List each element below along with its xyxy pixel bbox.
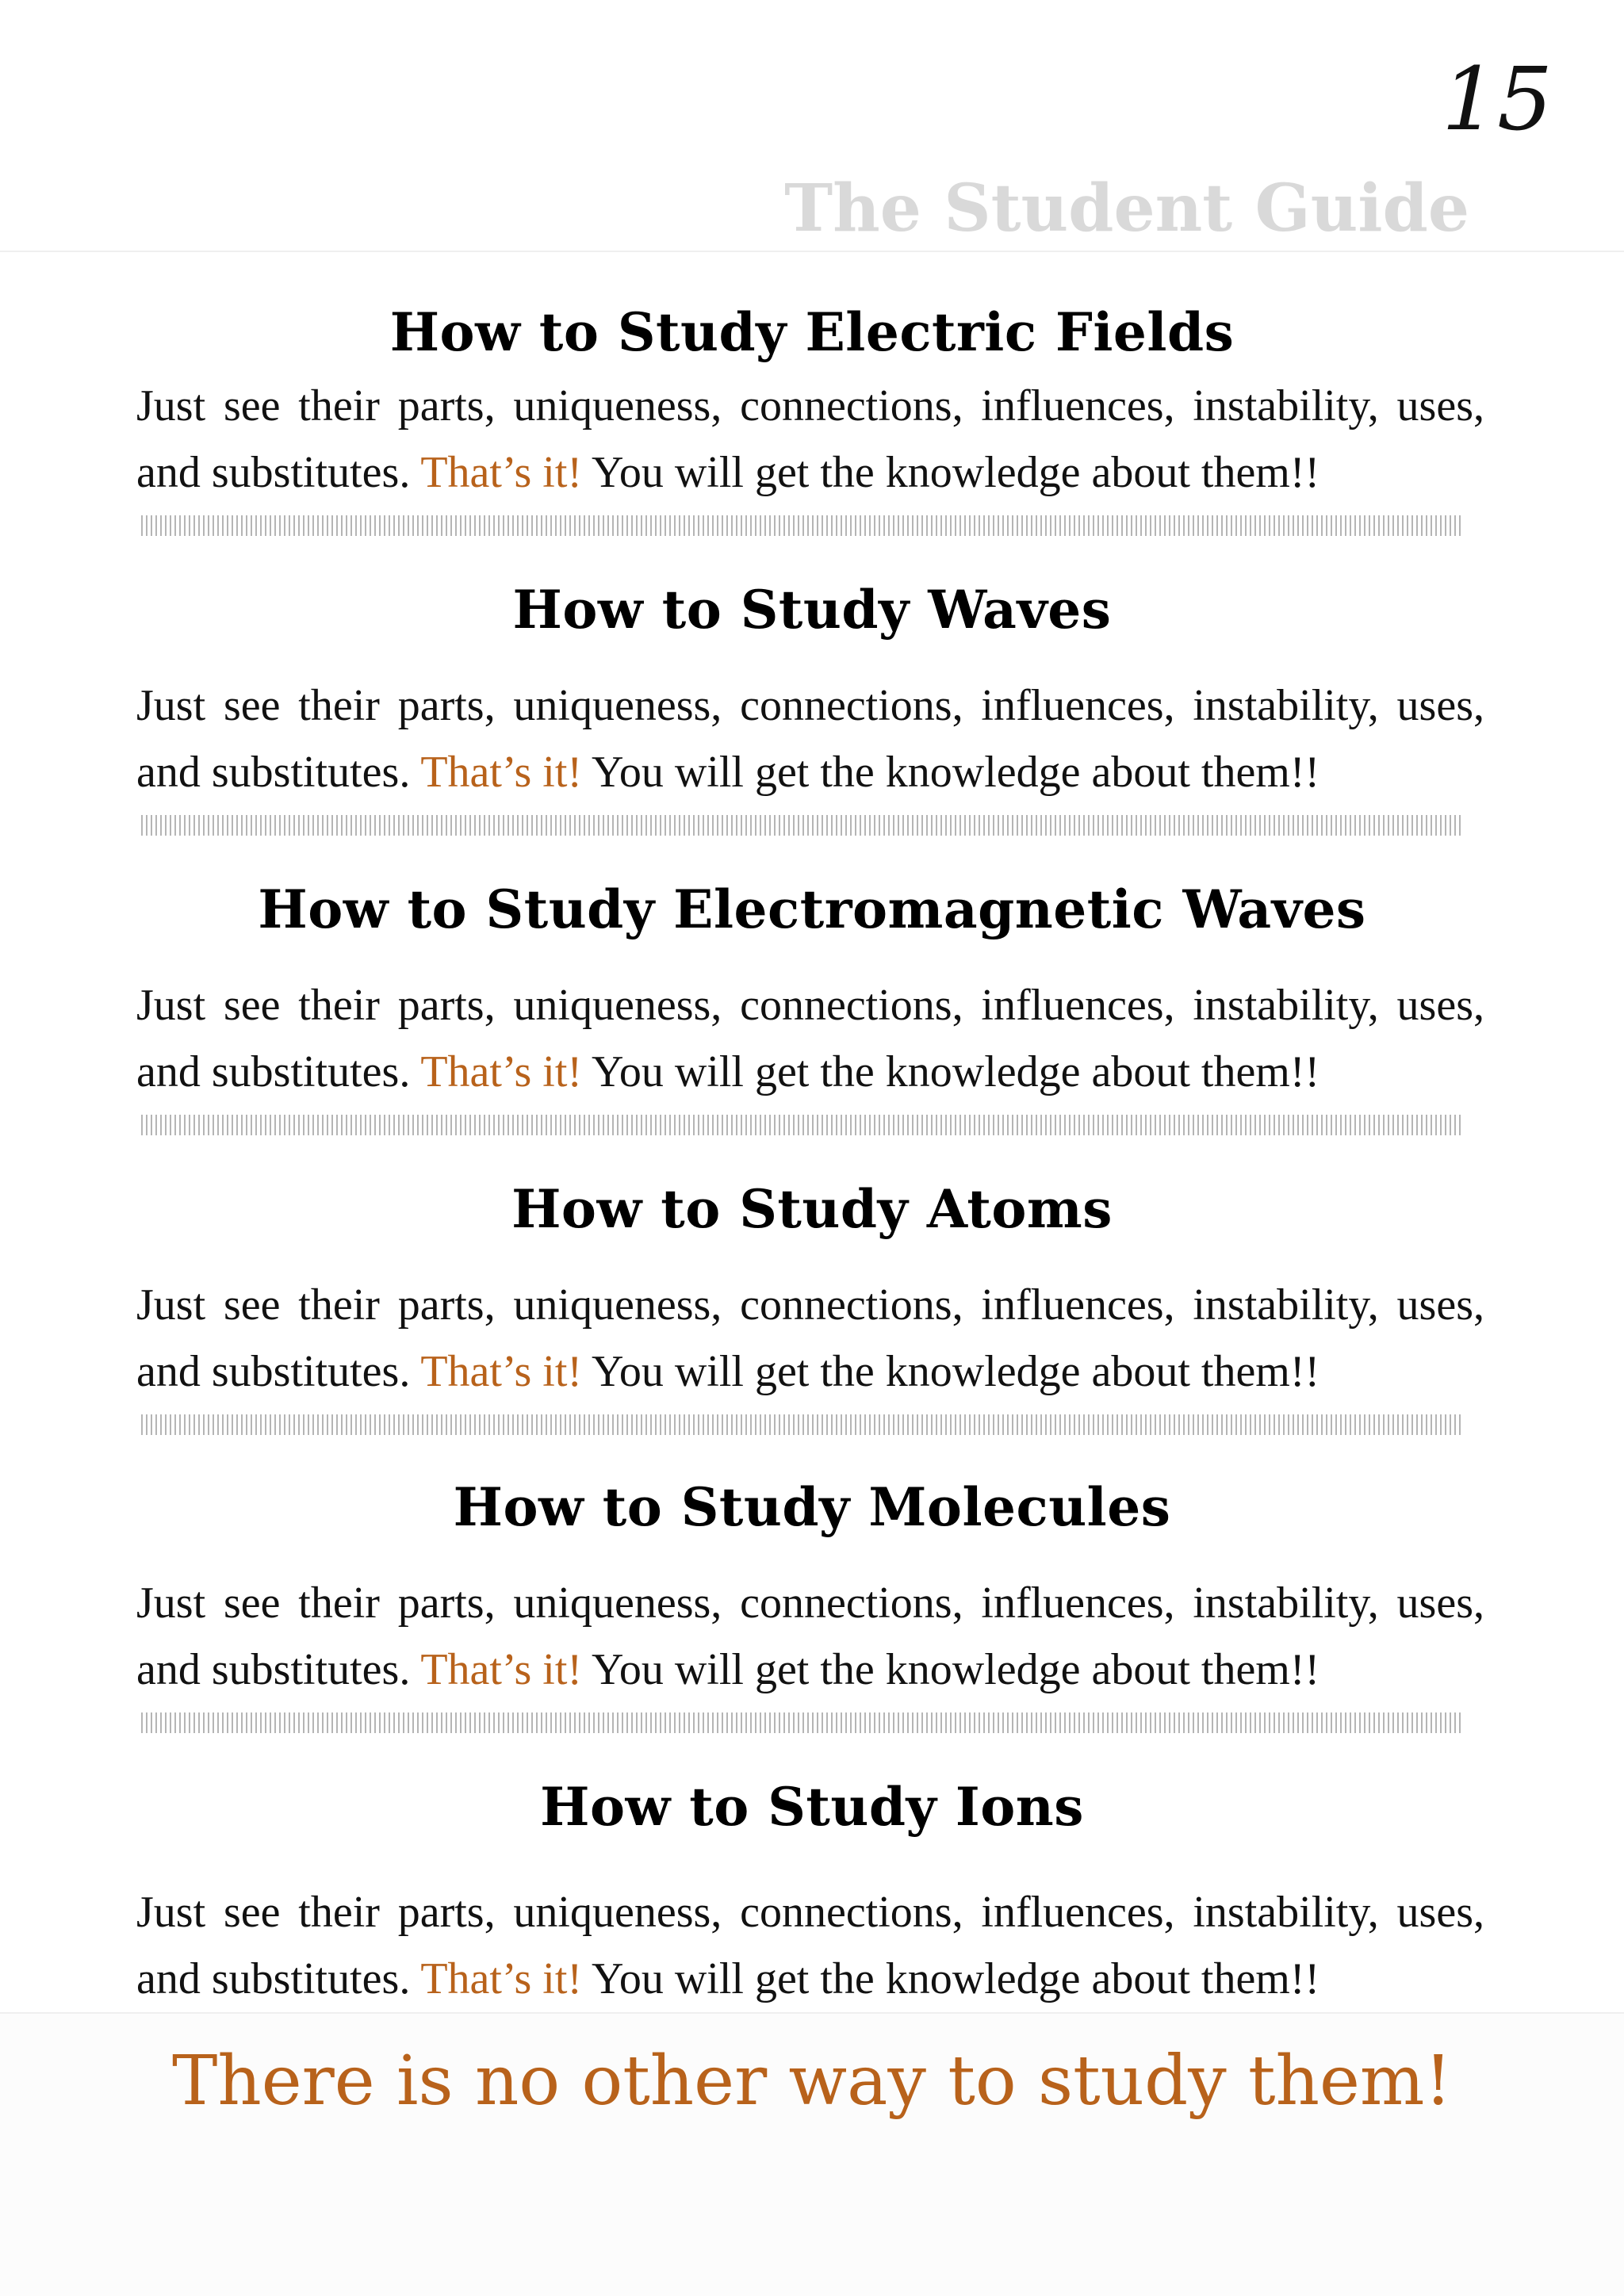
section-divider: [141, 815, 1464, 836]
section-title: How to Study Ions: [540, 1776, 1084, 1838]
body-highlight: That’s it!: [420, 1047, 583, 1096]
section-divider: [141, 1414, 1464, 1435]
section-title: How to Study Molecules: [453, 1476, 1171, 1538]
section-body: [136, 373, 1484, 506]
body-highlight: That’s it!: [420, 748, 583, 797]
body-text-end: You will get the knowledge about them!!: [582, 448, 1320, 497]
section-title: How to Study Electromagnetic Waves: [258, 878, 1366, 940]
section-title: How to Study Atoms: [511, 1178, 1113, 1240]
body-text-end: You will get the knowledge about them!!: [582, 1954, 1320, 2003]
body-text-end: You will get the knowledge about them!!: [582, 1347, 1320, 1396]
section-divider: [141, 515, 1464, 536]
body-text: Just see their parts, uniqueness, connections, influences, instability, uses, and substitutes.: [136, 1280, 1484, 1396]
section-title: How to Study Electric Fields: [389, 301, 1235, 363]
body-text-end: You will get the knowledge about them!!: [582, 748, 1320, 797]
body-text: Just see their parts, uniqueness, connections, influences, instability, uses, and substitutes.: [136, 681, 1484, 797]
section-body: [136, 1272, 1484, 1405]
body-highlight: That’s it!: [420, 1645, 583, 1694]
section-divider: [141, 1712, 1464, 1733]
section-body: [136, 972, 1484, 1105]
section-divider: [141, 1115, 1464, 1135]
body-text: Just see their parts, uniqueness, connections, influences, instability, uses, and substitutes.: [136, 381, 1484, 497]
running-title: The Student Guide: [784, 170, 1469, 247]
body-text-end: You will get the knowledge about them!!: [582, 1645, 1320, 1694]
body-highlight: That’s it!: [420, 1954, 583, 2003]
section-body: [136, 1879, 1484, 2012]
section-title: How to Study Waves: [512, 579, 1112, 641]
closing-line: There is no other way to study them!: [171, 2042, 1452, 2121]
body-highlight: That’s it!: [420, 448, 583, 497]
body-text-end: You will get the knowledge about them!!: [582, 1047, 1320, 1096]
section-body: [136, 672, 1484, 806]
body-text: Just see their parts, uniqueness, connections, influences, instability, uses, and substitutes.: [136, 1888, 1484, 2003]
body-text: Just see their parts, uniqueness, connections, influences, instability, uses, and substitutes.: [136, 1578, 1484, 1694]
body-text: Just see their parts, uniqueness, connections, influences, instability, uses, and substitutes.: [136, 981, 1484, 1096]
body-highlight: That’s it!: [420, 1347, 583, 1396]
section-body: [136, 1570, 1484, 1703]
page-number: 15: [1442, 48, 1553, 150]
